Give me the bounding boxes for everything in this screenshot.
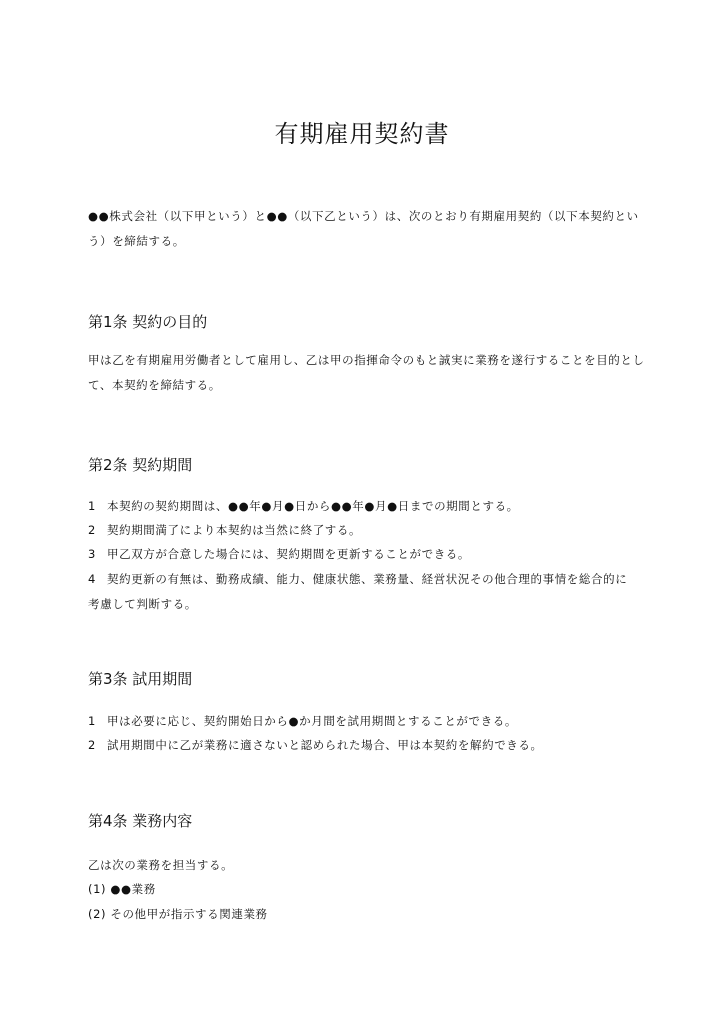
- article-4-list-item-1: (1) ●●業務: [88, 882, 156, 896]
- article-1-body: 甲は乙を有期雇用労働者として雇用し、乙は甲の指揮命令のもと誠実に業務を遂行することを目的として、本契約を締結する。: [88, 353, 645, 392]
- article-2-heading: 第2条 契約期間: [88, 456, 193, 474]
- item-text: 甲乙双方が合意した場合には、契約期間を更新することができる。: [107, 547, 470, 561]
- item-text: 契約更新の有無は、勤務成績、能力、健康状態、業務量、経営状況その他合理的事情を総合的に: [107, 572, 628, 586]
- article-2-item-4: [88, 570, 627, 588]
- item-number: 2: [88, 738, 96, 752]
- item-text: 甲は必要に応じ、契約開始日から●か月間を試用期間とすることができる。: [107, 714, 517, 728]
- item-number: 1: [88, 499, 96, 513]
- article-2-item-2: [88, 521, 361, 539]
- preamble: ●●株式会社（以下甲という）と●●（以下乙という）は、次のとおり有期雇用契約（以下本契約という）を締結する。: [88, 209, 639, 248]
- article-3-heading: 第3条 試用期間: [88, 670, 193, 688]
- item-number: 1: [88, 714, 96, 728]
- article-2-item-1: [88, 497, 519, 515]
- item-number: 4: [88, 572, 96, 586]
- article-1-heading: 第1条 契約の目的: [88, 313, 208, 331]
- article-4-list-item-2: (2) その他甲が指示する関連業務: [88, 907, 268, 921]
- article-3-item-2: [88, 736, 543, 754]
- article-2-item-3: [88, 545, 470, 563]
- document-title: 有期雇用契約書: [274, 120, 450, 148]
- item-text: 本契約の契約期間は、●●年●月●日から●●年●月●日までの期間とする。: [107, 499, 519, 513]
- item-number: 2: [88, 523, 96, 537]
- article-2-item-4-continuation: 考慮して判断する。: [88, 597, 197, 611]
- item-text: 契約期間満了により本契約は当然に終了する。: [107, 523, 362, 537]
- article-4-heading: 第4条 業務内容: [88, 812, 193, 830]
- item-number: 3: [88, 547, 96, 561]
- article-4-intro: 乙は次の業務を担当する。: [88, 858, 234, 872]
- article-3-item-1: [88, 712, 517, 730]
- item-text: 試用期間中に乙が業務に適さないと認められた場合、甲は本契約を解約できる。: [107, 738, 543, 752]
